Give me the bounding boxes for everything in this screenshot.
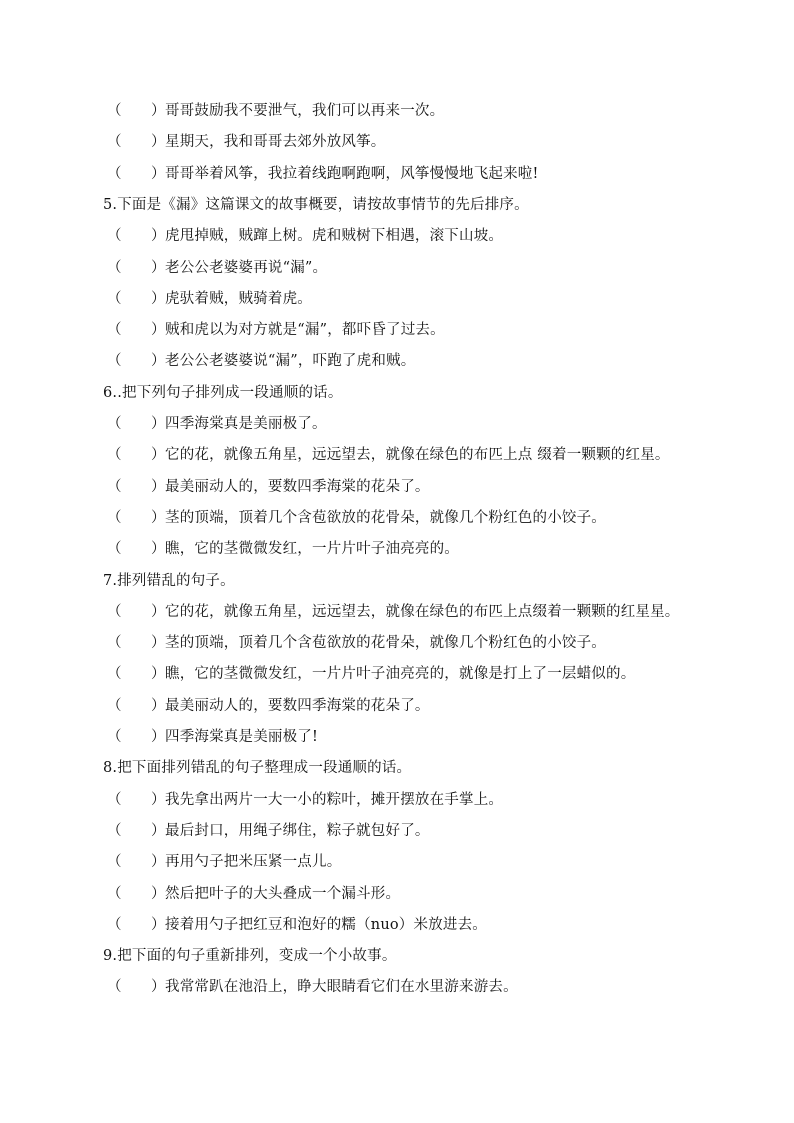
open-paren: （ [107, 165, 122, 182]
open-paren: （ [107, 791, 122, 808]
close-paren: ） [151, 729, 166, 745]
question-heading: 9.把下面的句子重新排列，变成一个小故事。 [103, 948, 397, 965]
item-text: 虎甩掉贼，贼蹿上树。虎和贼树下相遇，滚下山坡。 [165, 228, 504, 245]
open-paren: （ [107, 666, 122, 683]
close-paren: ） [151, 165, 166, 182]
item-text: 哥哥鼓励我不要泄气，我们可以再来一次。 [165, 103, 445, 119]
close-paren: ） [151, 103, 166, 119]
item-text: 老公公老婆婆再说“漏”。 [165, 259, 328, 276]
ordering-item [107, 440, 670, 470]
open-paren: （ [107, 635, 122, 652]
ordering-item [107, 409, 327, 439]
item-text: 我先拿出两片一大一小的粽叶，摊开摆放在手掌上。 [165, 791, 504, 808]
item-text: 接着用勺子把红豆和泡好的糯（nuo）米放进去。 [165, 916, 488, 933]
item-text: 四季海棠真是美丽极了。 [165, 416, 327, 432]
close-paren: ） [151, 635, 166, 652]
ordering-item [107, 315, 445, 345]
close-paren: ） [151, 541, 166, 558]
close-paren: ） [151, 447, 166, 464]
ordering-item [107, 972, 518, 1002]
open-paren: （ [107, 603, 122, 620]
open-paren: （ [107, 729, 122, 745]
ordering-item [107, 879, 400, 909]
close-paren: ） [151, 791, 166, 808]
ordering-item [107, 785, 503, 815]
close-paren: ） [151, 416, 166, 432]
question-heading: 8.把下面排列错乱的句子整理成一段通顺的话。 [103, 760, 412, 777]
open-paren: （ [107, 979, 122, 996]
ordering-item [107, 503, 606, 533]
close-paren: ） [151, 603, 166, 620]
ordering-item [107, 847, 341, 877]
ordering-item [107, 253, 327, 283]
open-paren: （ [107, 103, 122, 119]
item-text: 老公公老婆婆说“漏”，吓跑了虎和贼。 [165, 353, 416, 370]
ordering-item [107, 534, 459, 564]
close-paren: ） [151, 822, 166, 839]
item-text: 贼和虎以为对方就是“漏”，都吓昏了过去。 [165, 322, 445, 339]
ordering-item [107, 722, 318, 752]
close-paren: ） [151, 916, 166, 933]
item-text: 星期天，我和哥哥去郊外放风筝。 [165, 134, 386, 151]
item-text: 然后把叶子的大头叠成一个漏斗形。 [165, 885, 401, 902]
open-paren: （ [107, 353, 122, 370]
item-text: 最美丽动人的，要数四季海棠的花朵了。 [165, 478, 430, 495]
close-paren: ） [151, 979, 166, 996]
close-paren: ） [151, 353, 166, 370]
item-text: 最美丽动人的，要数四季海棠的花朵了。 [165, 697, 430, 714]
item-text: 茎的顶端，顶着几个含苞欲放的花骨朵，就像几个粉红色的小饺子。 [165, 635, 606, 652]
ordering-item [107, 597, 680, 627]
close-paren: ） [151, 509, 166, 526]
close-paren: ） [151, 478, 166, 495]
close-paren: ） [151, 666, 166, 683]
ordering-item [107, 221, 503, 251]
open-paren: （ [107, 416, 122, 432]
ordering-item [107, 284, 312, 314]
open-paren: （ [107, 916, 122, 933]
ordering-item [107, 910, 487, 940]
open-paren: （ [107, 228, 122, 245]
ordering-item [107, 127, 386, 157]
close-paren: ） [151, 854, 166, 871]
ordering-item [107, 159, 539, 189]
ordering-item [107, 691, 430, 721]
close-paren: ） [151, 697, 166, 714]
close-paren: ） [151, 228, 166, 245]
item-text: 茎的顶端，顶着几个含苞欲放的花骨朵，就像几个粉红色的小饺子。 [165, 509, 606, 526]
item-text: 我常常趴在池沿上，睁大眼睛看它们在水里游来游去。 [165, 979, 518, 996]
ordering-item [107, 346, 415, 376]
item-text: 虎驮着贼，贼骑着虎。 [165, 290, 312, 307]
item-text: 瞧，它的茎微微发红，一片片叶子油亮亮的，就像是打上了一层蜡似的。 [165, 666, 636, 683]
question-heading: 6..把下列句子排列成一段通顺的话。 [103, 384, 343, 401]
item-text: 瞧，它的茎微微发红，一片片叶子油亮亮的。 [165, 541, 459, 558]
close-paren: ） [151, 134, 166, 151]
open-paren: （ [107, 822, 122, 839]
open-paren: （ [107, 509, 122, 526]
close-paren: ） [151, 322, 166, 339]
open-paren: （ [107, 134, 122, 151]
item-text: 再用勺子把米压紧一点儿。 [165, 854, 342, 871]
close-paren: ） [151, 885, 166, 902]
ordering-item [107, 628, 606, 658]
question-heading: 5.下面是《漏》这篇课文的故事概要，请按故事情节的先后排序。 [103, 196, 529, 213]
ordering-item [107, 96, 444, 126]
open-paren: （ [107, 854, 122, 871]
close-paren: ） [151, 290, 166, 307]
ordering-item [107, 816, 430, 846]
open-paren: （ [107, 885, 122, 902]
open-paren: （ [107, 447, 122, 464]
ordering-item [107, 472, 430, 502]
item-text: 哥哥举着风筝，我拉着线跑啊跑啊，风筝慢慢地飞起来啦! [165, 165, 539, 182]
item-text: 四季海棠真是美丽极了! [165, 729, 319, 745]
open-paren: （ [107, 478, 122, 495]
open-paren: （ [107, 541, 122, 558]
open-paren: （ [107, 322, 122, 339]
question-heading: 7.排列错乱的句子。 [103, 572, 235, 589]
item-text: 最后封口，用绳子绑住，粽子就包好了。 [165, 822, 430, 839]
ordering-item [107, 659, 635, 689]
open-paren: （ [107, 290, 122, 307]
open-paren: （ [107, 697, 122, 714]
item-text: 它的花，就像五角星，远远望去，就像在绿色的布匹上点缀着一颗颗的红星星。 [165, 603, 680, 620]
item-text: 它的花，就像五角星，远远望去，就像在绿色的布匹上点 缀着一颗颗的红星。 [165, 447, 670, 464]
open-paren: （ [107, 259, 122, 276]
close-paren: ） [151, 259, 166, 276]
